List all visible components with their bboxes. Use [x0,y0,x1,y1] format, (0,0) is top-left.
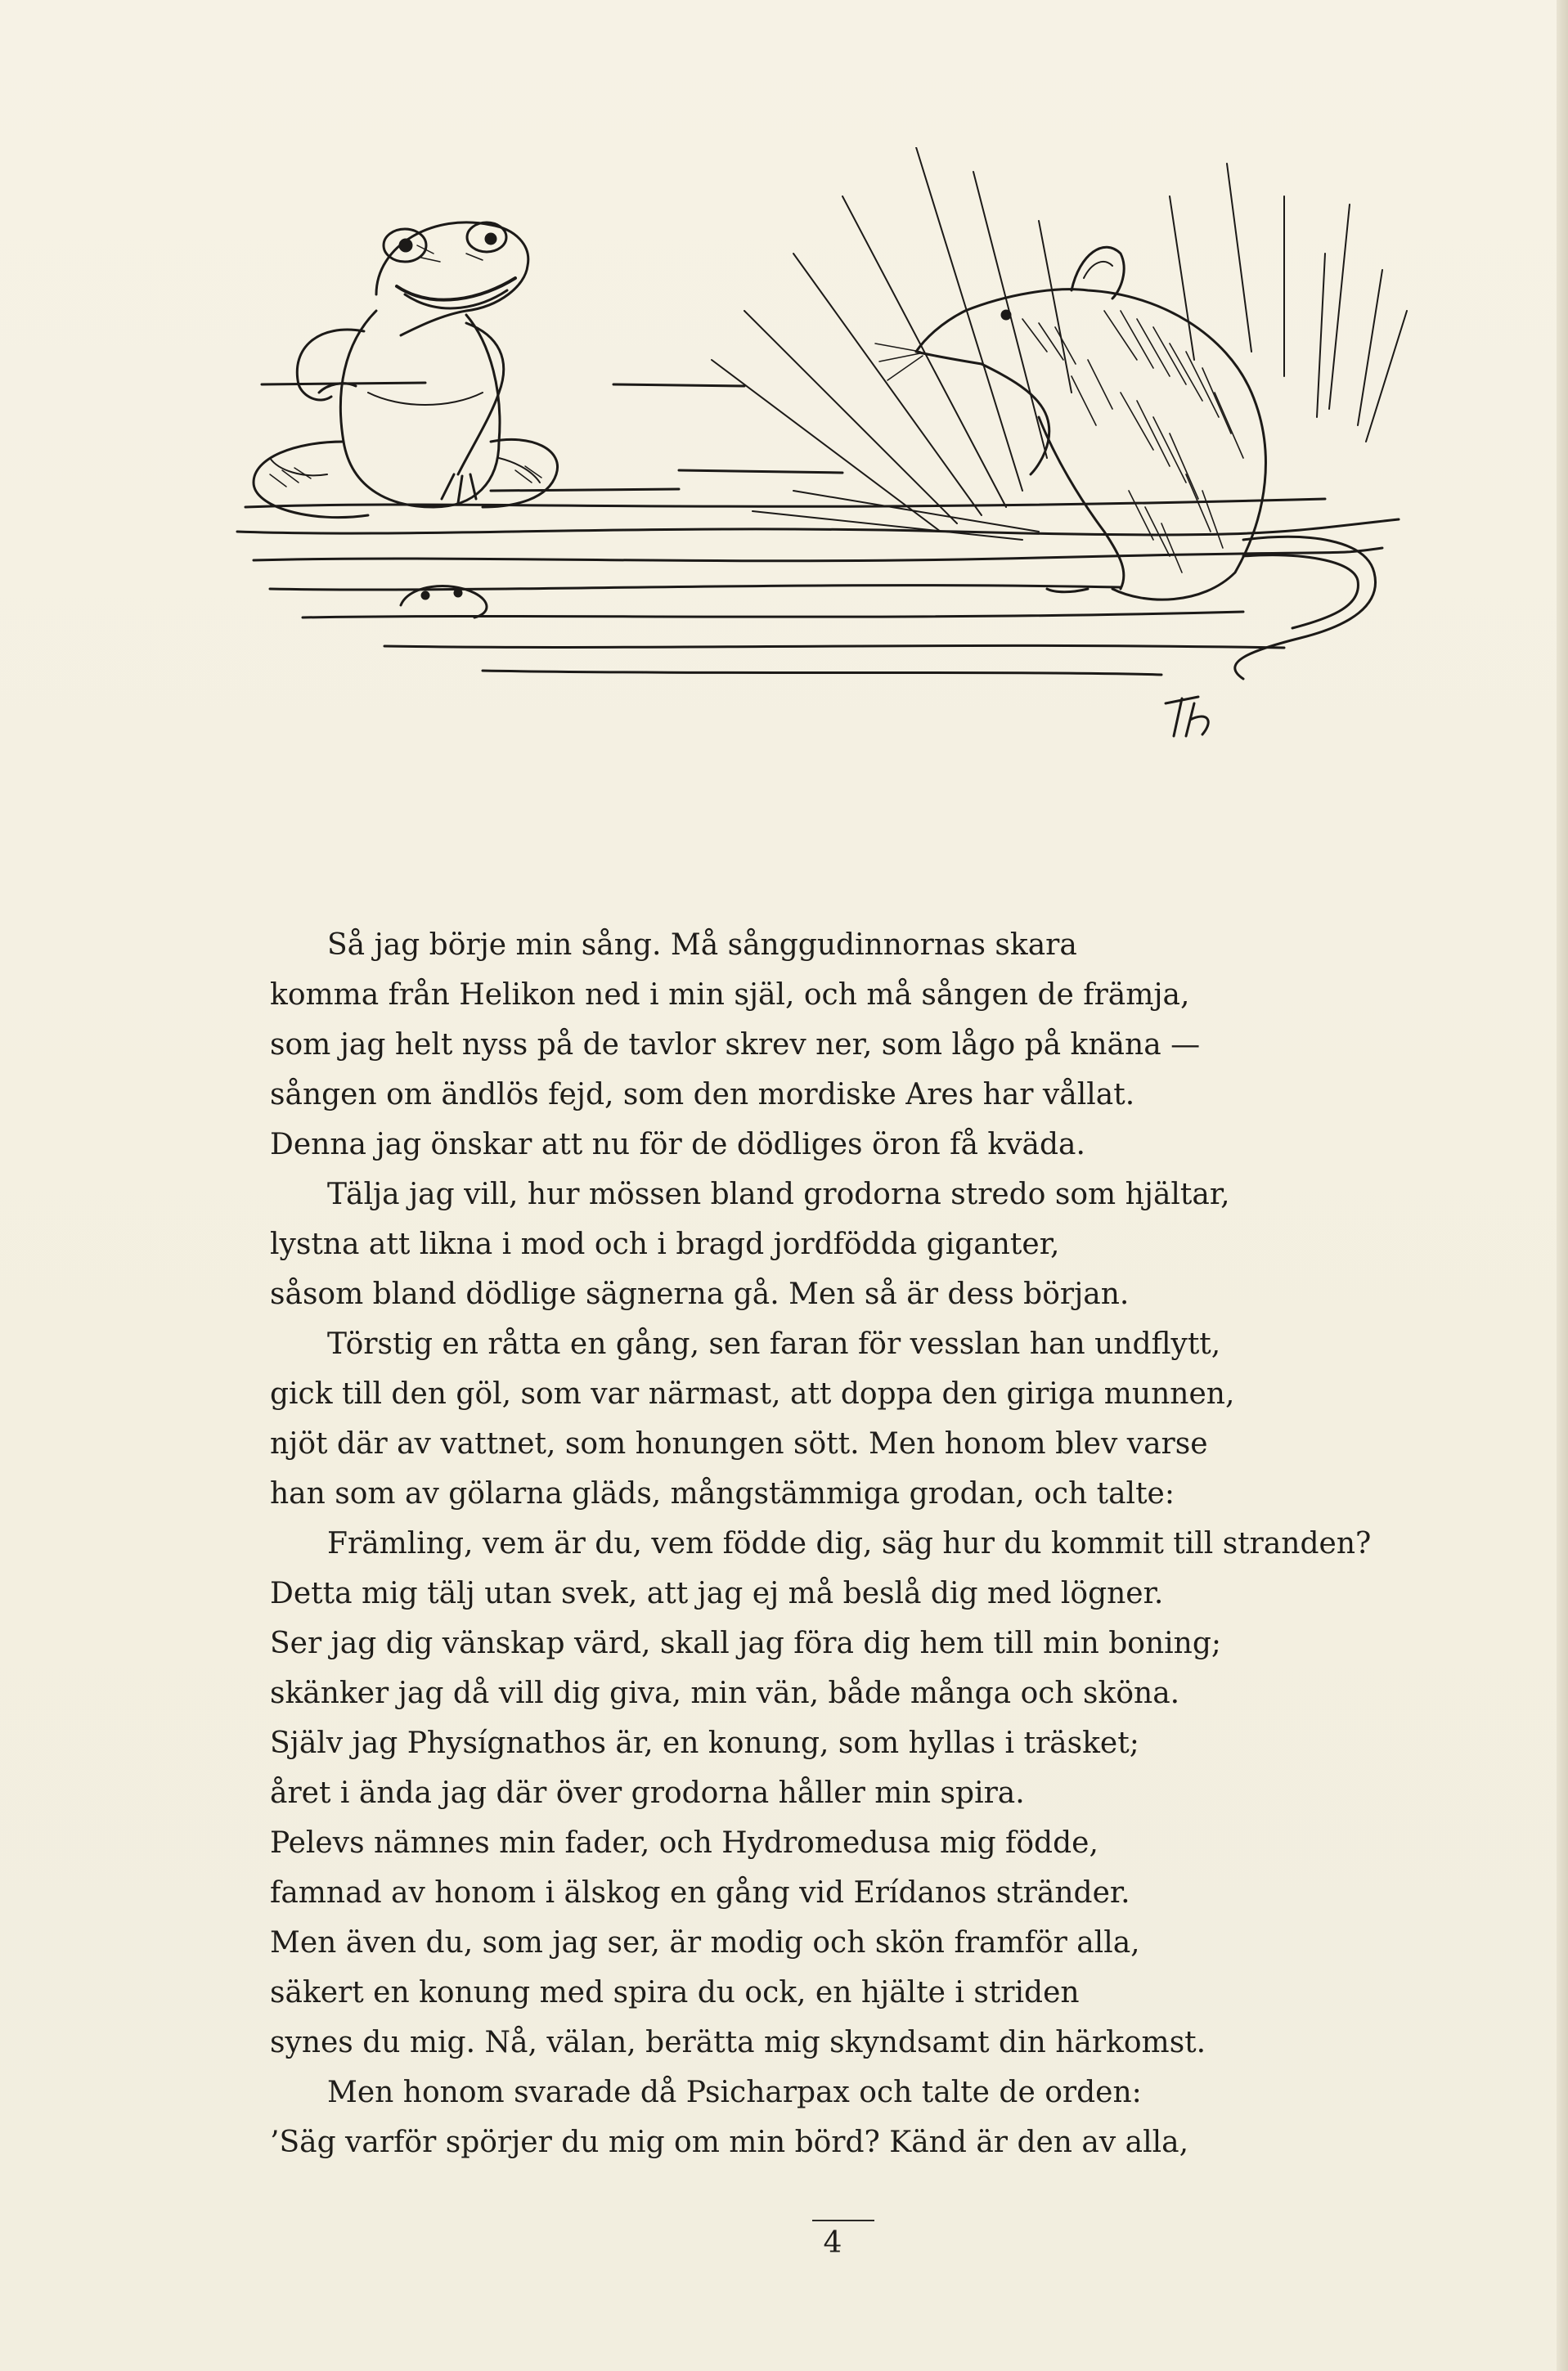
water-lines [237,383,1399,675]
text-line: gick till den göl, som var närmast, att doppa den giriga munnen, [270,1377,1235,1411]
text-line: Främling, vem är du, vem födde dig, säg hur du kommit till stranden? [327,1527,1372,1560]
text-line: säkert en konung med spira du ock, en hjälte i striden [270,1976,1080,2010]
poem-text [270,920,1497,2167]
text-line: lystna att likna i mod och i bragd jordfödda giganter, [270,1228,1060,1261]
text-line: komma från Helikon ned i min själ, och må sången de främja, [270,978,1190,1012]
text-line: ’Säg varför spörjer du mig om min börd? Känd är den av alla, [270,2126,1189,2159]
text-line: som jag helt nyss på de tavlor skrev ner, som lågo på knäna — [270,1028,1201,1062]
text-line: Men honom svarade då Psicharpax och talte de orden: [327,2076,1142,2109]
text-line: han som av gölarna gläds, mångstämmiga grodan, och talte: [270,1477,1175,1511]
text-line: Detta mig tälj utan svek, att jag ej må beslå dig med lögner. [270,1577,1164,1610]
text-line: Själv jag Physígnathos är, en konung, som hyllas i träsket; [270,1727,1139,1760]
text-line: Denna jag önskar att nu för de dödliges öron få kväda. [270,1128,1085,1161]
text-line: Törstig en råtta en gång, sen faran för vesslan han undflytt, [327,1327,1221,1361]
page-edge [1557,0,1568,2371]
text-line: året i ända jag där över grodorna håller min spira. [270,1776,1025,1810]
artist-signature [1166,697,1208,736]
reeds [712,147,1407,540]
text-line: Så jag börje min sång. Må sånggudinnornas skara [327,928,1077,962]
text-line: såsom bland dödlige sägnerna gå. Men så är dess början. [270,1278,1130,1311]
text-line: synes du mig. Nå, välan, berätta mig skyndsamt din härkomst. [270,2026,1206,2059]
text-line: famnad av honom i älskog en gång vid Erídanos stränder. [270,1876,1130,1910]
page-number: 4 [823,2226,843,2260]
text-line: Men även du, som jag ser, är modig och skön framför alla, [270,1926,1140,1960]
frog-and-rat-illustration [221,147,1489,802]
text-line: Ser jag dig vänskap värd, skall jag föra dig hem till min boning; [270,1627,1222,1660]
text-line: skänker jag då vill dig giva, min vän, både många och sköna. [270,1677,1180,1710]
text-line: Pelevs nämnes min fader, och Hydromedusa mig födde, [270,1826,1098,1860]
page-number-rule [812,2220,874,2221]
text-line: Tälja jag vill, hur mössen bland grodorna stredo som hjältar, [327,1178,1230,1211]
text-line: njöt där av vattnet, som honungen sött. Men honom blev varse [270,1427,1208,1461]
text-line: sången om ändlös fejd, som den mordiske Ares har vållat. [270,1078,1135,1111]
